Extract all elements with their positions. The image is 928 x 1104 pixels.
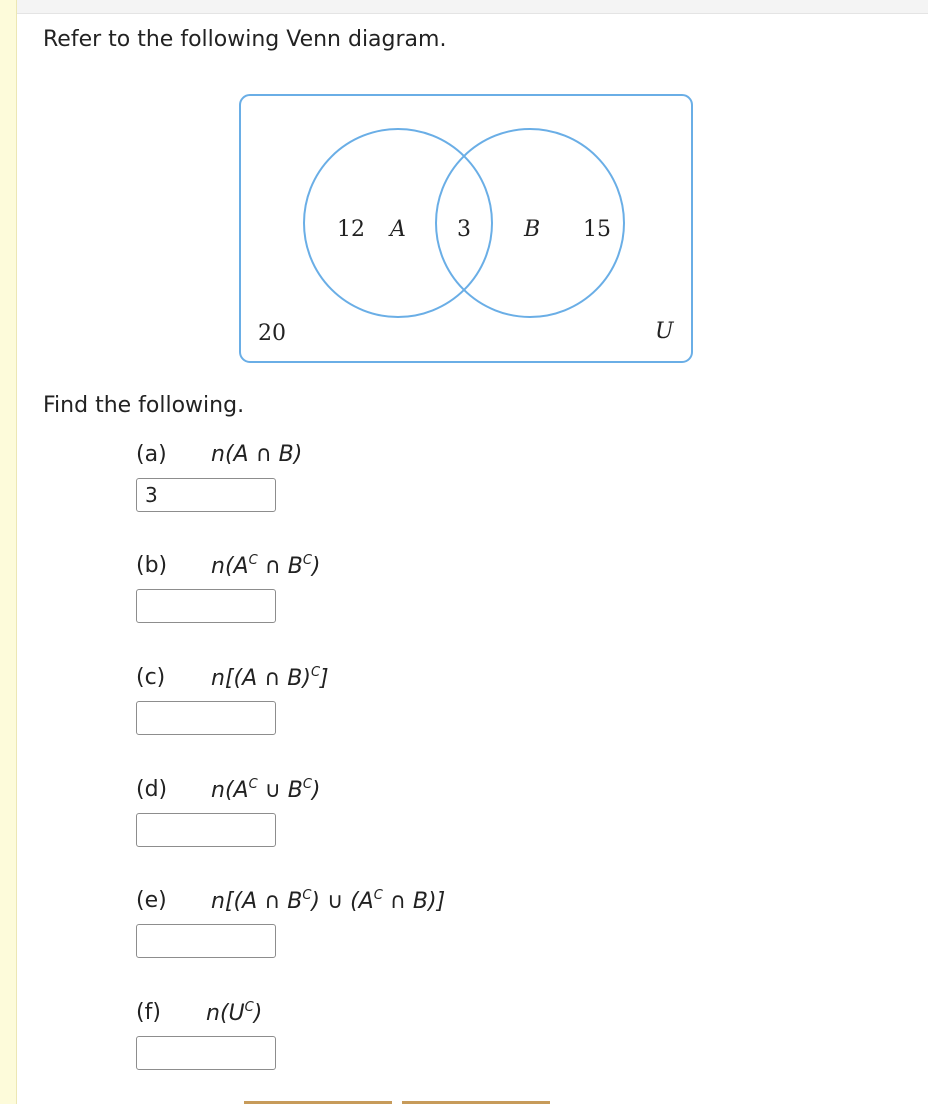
label-u: U bbox=[655, 319, 674, 344]
part-a-expression: n(A ∩ B) bbox=[211, 442, 303, 467]
part-d bbox=[0, 777, 928, 867]
part-d-letter: (d) bbox=[136, 777, 168, 802]
part-c-expression: n[(A ∩ B)$^C$] bbox=[211, 665, 329, 691]
label-b: B bbox=[524, 217, 541, 242]
part-f-expression: $n(U^C)$ bbox=[206, 1000, 263, 1026]
count-a-only: 12 bbox=[337, 217, 365, 242]
count-a-and-b: 3 bbox=[457, 217, 471, 242]
question-intro: Refer to the following Venn diagram. bbox=[43, 27, 447, 52]
part-c bbox=[0, 665, 928, 755]
part-e bbox=[0, 888, 928, 978]
part-d-expression: $n(A^C$ ∪ $B^C$) bbox=[211, 777, 321, 803]
part-e-letter: (e) bbox=[136, 888, 167, 913]
part-b-answer-input[interactable] bbox=[136, 589, 276, 623]
part-a bbox=[0, 442, 928, 532]
part-c-letter: (c) bbox=[136, 665, 166, 690]
venn-diagram bbox=[238, 93, 694, 364]
part-a-answer-input[interactable] bbox=[136, 478, 276, 512]
part-e-expression: n[(A ∩ $B^C$) ∪ ($A^C$ ∩ B)] bbox=[211, 888, 446, 914]
label-a: A bbox=[390, 217, 406, 242]
part-e-answer-input[interactable] bbox=[136, 924, 276, 958]
part-b-expression: $n(A^C$ ∩ $B^C$) bbox=[211, 553, 321, 579]
part-d-answer-input[interactable] bbox=[136, 813, 276, 847]
part-b bbox=[0, 553, 928, 643]
part-a-letter: (a) bbox=[136, 442, 167, 467]
part-c-answer-input[interactable] bbox=[136, 701, 276, 735]
part-f-answer-input[interactable] bbox=[136, 1036, 276, 1070]
count-outside: 20 bbox=[258, 321, 286, 346]
part-f bbox=[0, 1000, 928, 1090]
part-f-letter: (f) bbox=[136, 1000, 161, 1025]
top-bar bbox=[0, 0, 928, 14]
find-prompt: Find the following. bbox=[43, 393, 245, 418]
count-b-only: 15 bbox=[583, 217, 611, 242]
part-b-letter: (b) bbox=[136, 553, 168, 578]
